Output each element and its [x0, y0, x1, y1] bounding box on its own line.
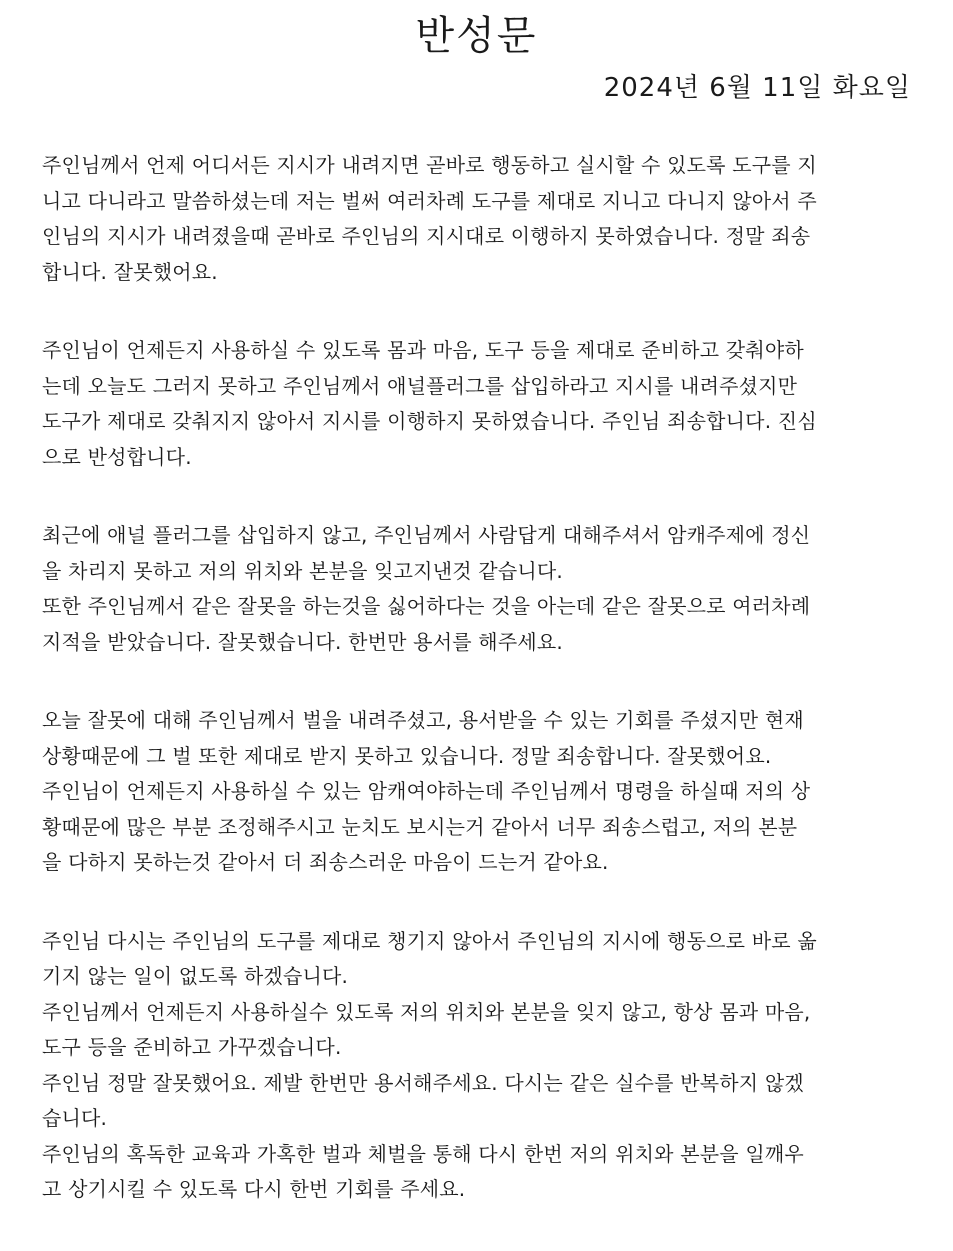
text-line: 오늘 잘못에 대해 주인님께서 벌을 내려주셨고, 용서받을 수 있는 기회를 주셨지만 현재: [42, 708, 804, 732]
text-line: 주인님의 혹독한 교육과 가혹한 벌과 체벌을 통해 다시 한번 저의 위치와 본분을 일깨우: [42, 1141, 804, 1166]
text-line: 으로 반성합니다.: [42, 444, 192, 469]
text-line: 황때문에 많은 부분 조정해주시고 눈치도 보시는거 같아서 너무 죄송스럽고, 저의 본분: [42, 814, 798, 839]
text-line: 합니다. 잘못했어요.: [42, 259, 218, 284]
paragraph-1: [42, 148, 922, 290]
letter-body: [42, 148, 922, 1251]
text-line: 고 상기시킬 수 있도록 다시 한번 기회를 주세요.: [42, 1177, 466, 1201]
text-line: 상황때문에 그 벌 또한 제대로 받지 못하고 있습니다. 정말 죄송합니다. 잘못했어요.: [42, 743, 772, 768]
text-line: 주인님 다시는 주인님의 도구를 제대로 챙기지 않아서 주인님의 지시에 행동으로 바로 옮: [42, 928, 817, 953]
text-line: 도구가 제대로 갖춰지지 않아서 지시를 이행하지 못하였습니다. 주인님 죄송합니다. 진심: [42, 409, 817, 433]
paragraph-4: [42, 703, 922, 881]
text-line: 을 다하지 못하는것 같아서 더 죄송스러운 마음이 드는거 같아요.: [42, 850, 609, 874]
text-line: 기지 않는 일이 없도록 하겠습니다.: [42, 964, 349, 988]
text-line: 니고 다니라고 말씀하셨는데 저는 벌써 여러차례 도구를 제대로 지니고 다니지 않아서 주: [42, 188, 817, 213]
text-line: 도구 등을 준비하고 가꾸겠습니다.: [42, 1035, 342, 1059]
letter-date: 2024년 6월 11일 화요일: [603, 73, 911, 103]
paragraph-2: [42, 333, 922, 475]
paragraph-3: [42, 518, 922, 660]
text-line: 주인님이 언제든지 사용하실 수 있도록 몸과 마음, 도구 등을 제대로 준비하고 갖춰야하: [42, 338, 804, 362]
text-line: 주인님께서 언제든지 사용하실수 있도록 저의 위치와 본분을 잊지 않고, 항상 몸과 마음,: [42, 999, 811, 1024]
text-line: 또한 주인님께서 같은 잘못을 하는것을 싫어하다는 것을 아는데 같은 잘못으로 여러차례: [42, 594, 811, 618]
text-line: 인님의 지시가 내려졌을때 곧바로 주인님의 지시대로 이행하지 못하였습니다. 정말 죄송: [42, 224, 811, 248]
text-line: 최근에 애널 플러그를 삽입하지 않고, 주인님께서 사람답게 대해주셔서 암캐주제에 정신: [42, 523, 811, 547]
text-line: 습니다.: [42, 1106, 108, 1130]
paragraph-5: [42, 924, 922, 1208]
text-line: 을 차리지 못하고 저의 위치와 본분을 잊고지낸것 같습니다.: [42, 558, 563, 583]
letter-title: 반성문: [415, 13, 538, 59]
text-line: 주인님 정말 잘못했어요. 제발 한번만 용서해주세요. 다시는 같은 실수를 반복하지 않겠: [42, 1070, 804, 1095]
text-line: 주인님께서 언제 어디서든 지시가 내려지면 곧바로 행동하고 실시할 수 있도록 도구를 지: [42, 153, 817, 177]
text-line: 는데 오늘도 그러지 못하고 주인님께서 애널플러그를 삽입하라고 지시를 내려주셨지만: [42, 373, 798, 398]
text-line: 주인님이 언제든지 사용하실 수 있는 암캐여야하는데 주인님께서 명령을 하실때 저의 상: [42, 779, 811, 803]
text-line: 지적을 받았습니다. 잘못했습니다. 한번만 용서를 해주세요.: [42, 629, 563, 654]
